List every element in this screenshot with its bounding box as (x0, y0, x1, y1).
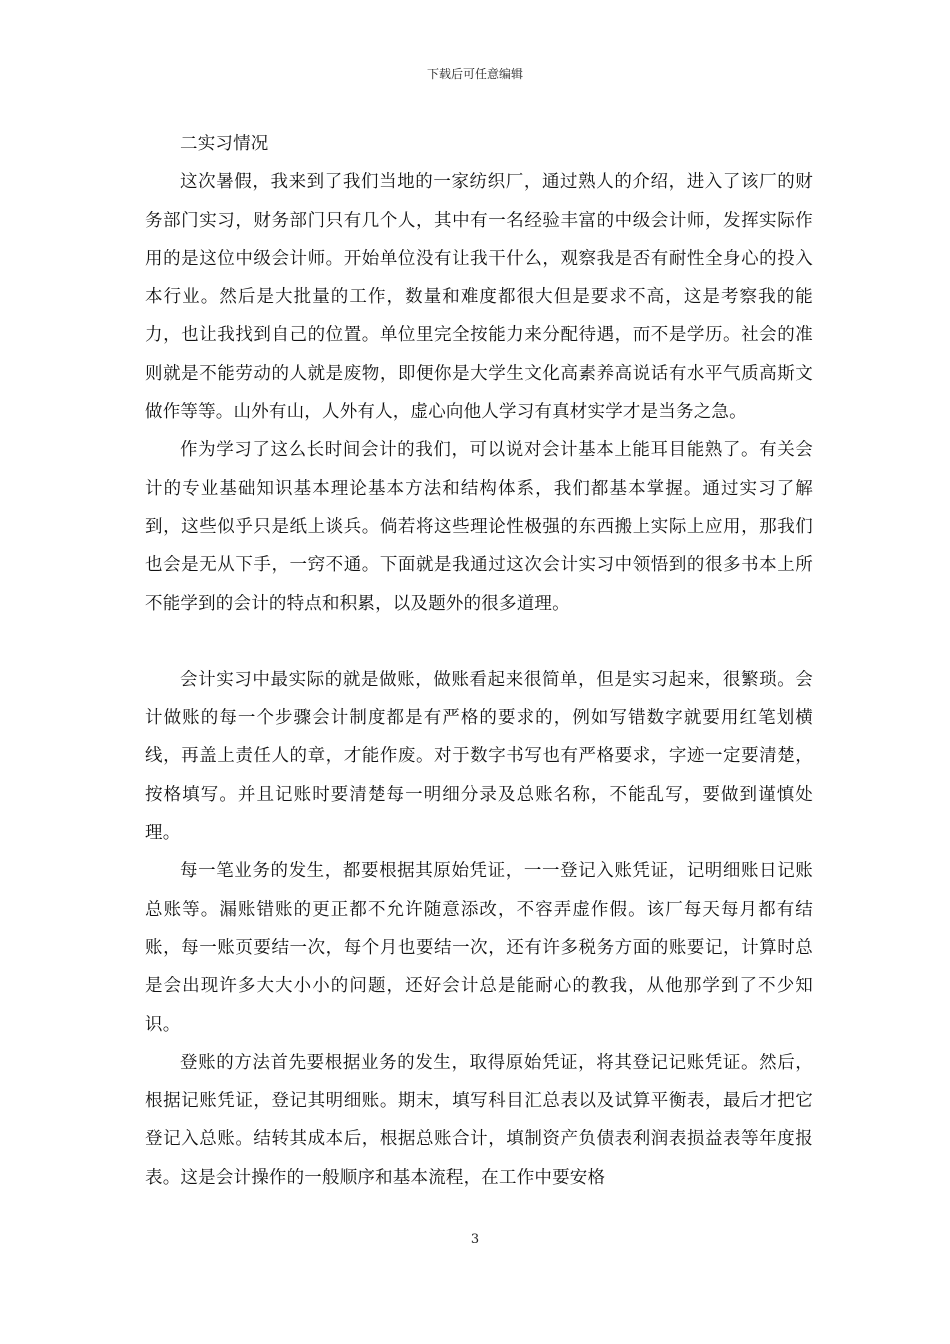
paragraph-2: 作为学习了这么长时间会计的我们，可以说对会计基本上能耳目能熟了。有关会计的专业基础知识基本理论基本方法和结构体系，我们都基本掌握。通过实习了解到，这些似乎只是纸上谈兵。倘若将这些理论性极强的东西搬上实际上应用，那我们也会是无从下手，一窍不通。下面就是我通过这次会计实习中领悟到的很多书本上所不能学到的会计的特点和积累，以及题外的很多道理。 (145, 440, 813, 614)
page-header: 下载后可任意编辑 (426, 67, 523, 81)
paragraph-5: 登账的方法首先要根据业务的发生，取得原始凭证，将其登记记账凭证。然后，根据记账凭证，登记其明细账。期末，填写科目汇总表以及试算平衡表，最后才把它登记入总账。结转其成本后，根据总账合计，填制资产负债表利润表损益表等年度报表。这是会计操作的一般顺序和基本流程，在工作中要安格 (145, 1052, 813, 1188)
page-number: 3 (470, 1232, 480, 1247)
paragraph-3: 会计实习中最实际的就是做账，做账看起来很简单，但是实习起来，很繁琐。会计做账的每一个步骤会计制度都是有严格的要求的，例如写错数字就要用红笔划横线，再盖上责任人的章，才能作废。对于数字书写也有严格要求，字迹一定要清楚，按格填写。并且记账时要清楚每一明细分录及总账名称，不能乱写，要做到谨慎处理。 (145, 669, 813, 844)
paragraph-4: 每一笔业务的发生，都要根据其原始凭证，一一登记入账凭证，记明细账日记账总账等。漏账错账的更正都不允许随意添改，不容弄虚作假。该厂每天每月都有结账，每一账页要结一次，每个月也要结一次，还有许多税务方面的账要记，计算时总是会出现许多大大小小的问题，还好会计总是能耐心的教我，从他那学到了不少知识。 (145, 861, 813, 1035)
section-heading: 二实习情况 (180, 134, 269, 154)
paragraph-1: 这次暑假，我来到了我们当地的一家纺织厂，通过熟人的介绍，进入了该厂的财务部门实习，财务部门只有几个人，其中有一名经验丰富的中级会计师，发挥实际作用的是这位中级会计师。开始单位没有让我干什么，观察我是否有耐性全身心的投入本行业。然后是大批量的工作，数量和难度都很大但是要求不高，这是考察我的能力，也让我找到自己的位置。单位里完全按能力来分配待遇，而不是学历。社会的准则就是不能劳动的人就是废物，即便你是大学生文化高素养高说话有水平气质高斯文做作等等。山外有山，人外有人，虚心向他人学习有真材实学才是当务之急。 (145, 172, 813, 423)
paragraph-spacer (145, 623, 813, 661)
document-body (145, 125, 813, 1197)
